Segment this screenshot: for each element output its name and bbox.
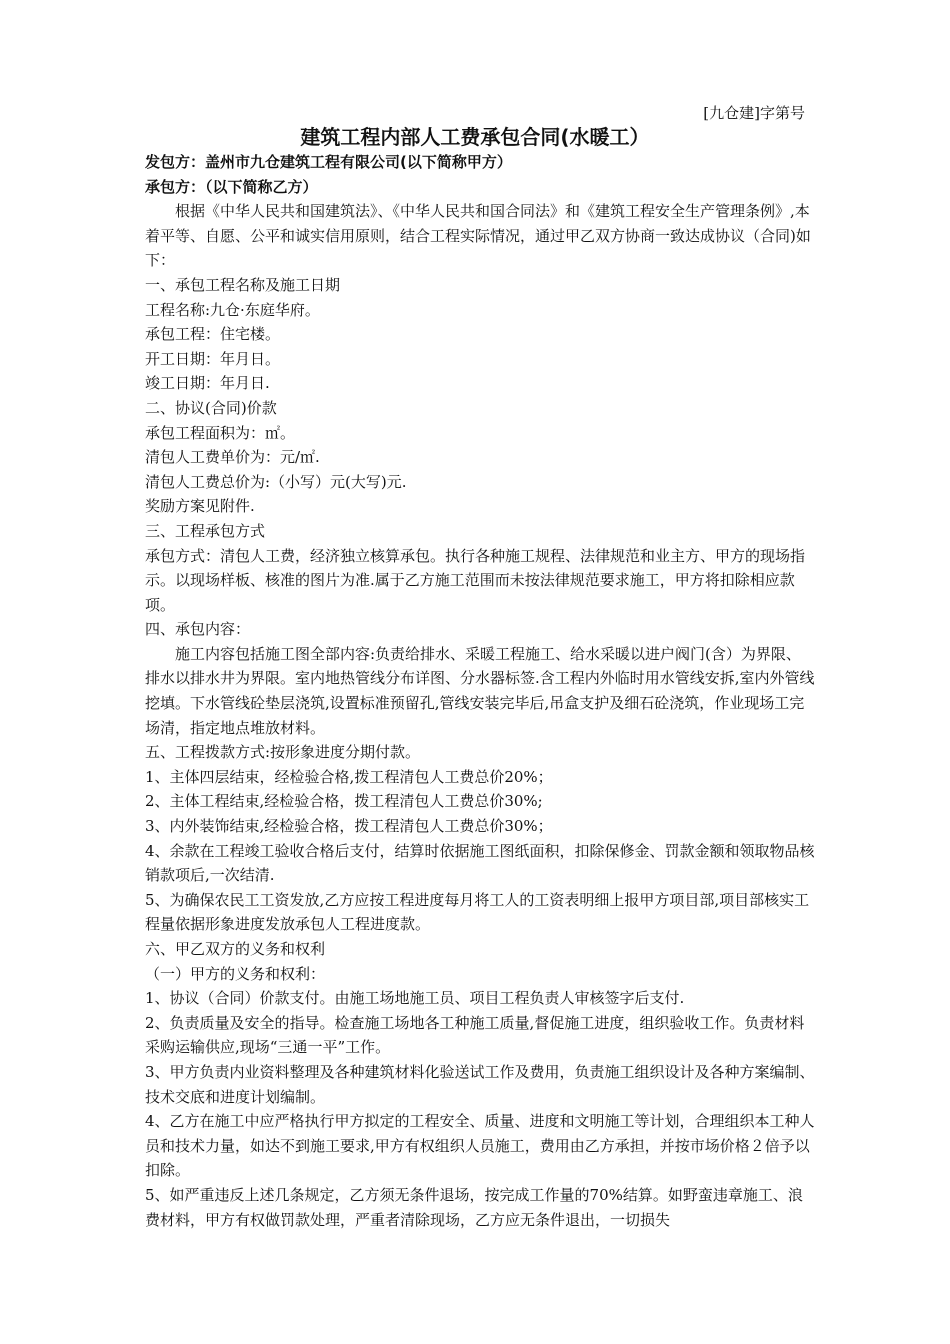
section-3-heading: 三、工程承包方式 [145, 521, 266, 540]
section-1-heading: 一、承包工程名称及施工日期 [145, 275, 341, 294]
bonus-note: 奖励方案见附件. [145, 497, 255, 516]
obligation-item: 5、如严重违反上述几条规定，乙方须无条件退场，按完成工作量的70%结算。如野蛮违章施工、浪费材料，甲方有权做罚款处理，严重者清除现场，乙方应无条件退出，一切损失 [145, 1185, 803, 1229]
section-2-heading: 二、协议(合同)价款 [145, 398, 277, 417]
obligation-item: 3、甲方负责内业资料整理及各种建筑材料化验送试工作及费用，负责施工组织设计及各种方案编制、技术交底和进度计划编制。 [145, 1062, 815, 1106]
project-type: 承包工程：住宅楼。 [145, 325, 281, 344]
contract-area: 承包工程面积为：㎡。 [145, 423, 296, 442]
project-name: 工程名称:九仓·东庭华府。 [145, 300, 320, 319]
section-5-heading: 五、工程拨款方式:按形象进度分期付款。 [145, 743, 421, 762]
intro-paragraph: 根据《中华人民共和国建筑法》、《中华人民共和国合同法》和《建筑工程安全生产管理条例》,本着平等、自愿、公平和诚实信用原则，结合工程实际情况，通过甲乙双方协商一致达成协议（合同)如下： [145, 202, 811, 270]
payment-item: 1、主体四层结束，经检验合格,拨工程清包人工费总价20%； [145, 767, 553, 786]
section-4-body: 施工内容包括施工图全部内容:负责给排水、采暖工程施工、给水采暖以进户阀门(含）为界限、排水以排水井为界限。室内地热管线分布详图、分水器标签.含工程内外临时用水管线安拆,室内外管线挖填。下水管线砼垫层浇筑,设置标准预留孔,管线安装完毕后,吊盒支护及细石砼浇筑，作业现场工完场清，指定地点堆放材料。 [145, 644, 815, 737]
payment-item: 4、余款在工程竣工验收合格后支付，结算时依据施工图纸面积，扣除保修金、罚款金额和领取物品核销款项后,一次结清. [145, 841, 815, 885]
obligation-item: 2、负责质量及安全的指导。检查施工场地各工种施工质量,督促施工进度，组织验收工作。负责材料采购运输供应,现场“三通一平”工作。 [145, 1013, 805, 1057]
start-date: 开工日期：年月日。 [145, 349, 281, 368]
contract-body [145, 150, 815, 1232]
total-price: 清包人工费总价为:（小写）元(大写)元. [145, 472, 407, 491]
section-6-heading: 六、甲乙双方的义务和权利 [145, 940, 326, 958]
document-title: 建筑工程内部人工费承包合同(水暖工） [300, 125, 650, 149]
obligation-item: 4、乙方在施工中应严格执行甲方拟定的工程安全、质量、进度和文明施工等计划，合理组织本工种人员和技术力量，如达不到施工要求,甲方有权组织人员施工，费用由乙方承担，并按市场价格２倍予以扣除。 [145, 1112, 815, 1180]
payment-item: 5、为确保农民工工资发放,乙方应按工程进度每月将工人的工资表明细上报甲方项目部,项目部核实工程量依据形象进度发放承包人工程进度款。 [145, 890, 810, 934]
payment-item: 3、内外装饰结束,经检验合格，拨工程清包人工费总价30%； [145, 817, 553, 836]
section-6-subheading: （一）甲方的义务和权利： [145, 964, 326, 983]
section-3-body: 承包方式：清包人工费，经济独立核算承包。执行各种施工规程、法律规范和业主方、甲方的现场指示。以现场样板、核准的图片为准.属于乙方施工范围而未按法律规范要求施工，甲方将扣除相应款项。 [145, 546, 806, 614]
party-a-line: 发包方：盖州市九仓建筑工程有限公司(以下简称甲方） [145, 153, 512, 171]
payment-item: 2、主体工程结束,经检验合格，拨工程清包人工费总价30%; [145, 792, 543, 811]
end-date: 竣工日期：年月日. [145, 374, 270, 393]
party-b-line: 承包方：（以下简称乙方） [145, 177, 318, 196]
reference-number: [九仓建]字第号 [703, 104, 805, 122]
section-4-heading: 四、承包内容： [145, 620, 251, 639]
unit-price: 清包人工费单价为：元/㎡. [145, 448, 320, 467]
obligation-item: 1、协议（合同）价款支付。由施工场地施工员、项目工程负责人审核签字后支付. [145, 989, 685, 1008]
